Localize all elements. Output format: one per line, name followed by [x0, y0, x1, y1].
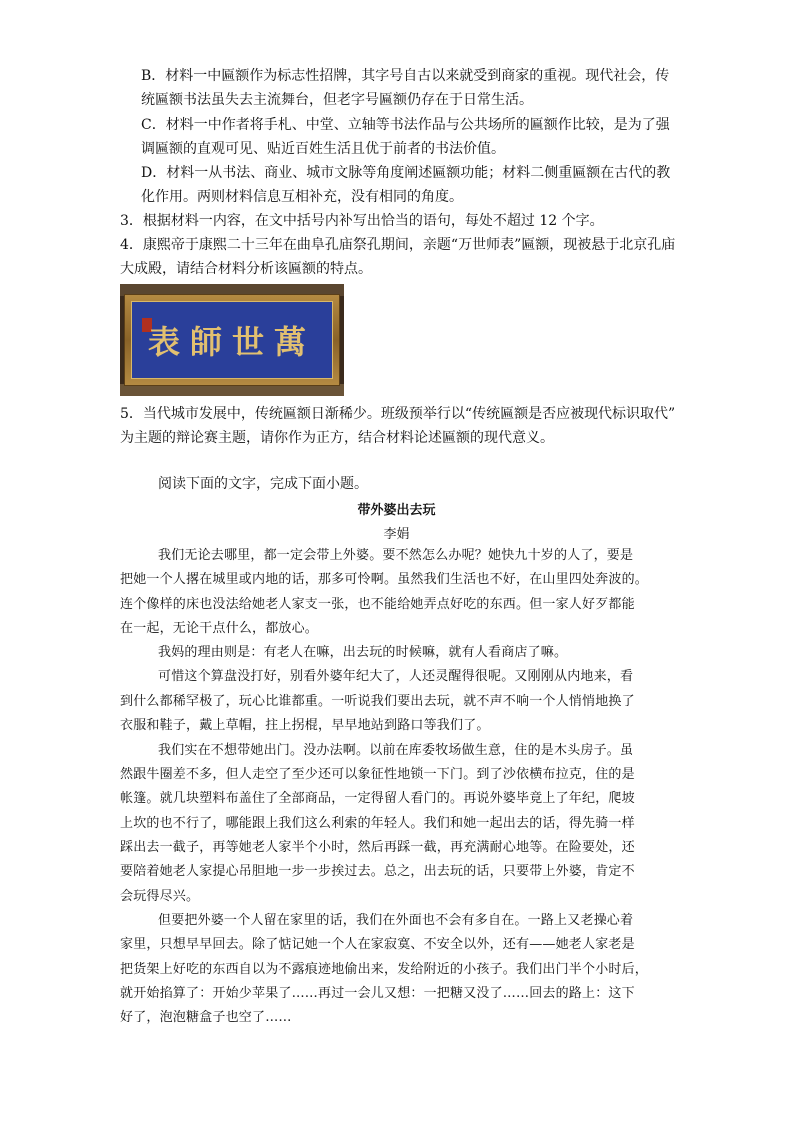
reading-instruction: 阅读下面的文字，完成下面小题。	[158, 476, 368, 492]
plaque-inscription: 表師世萬	[147, 323, 316, 361]
body-line: 我们无论去哪里，都一定会带上外婆。要不然怎么办呢？她快九十岁的人了，要是	[158, 548, 634, 563]
body-line: 会玩得尽兴。	[120, 889, 200, 904]
body-line: 衣服和鞋子，戴上草帽，拄上拐棍，早早地站到路口等我们了。	[120, 718, 490, 733]
body-line: 但要把外婆一个人留在家里的话，我们在外面也不会有多自在。一路上又老操心着	[158, 913, 634, 928]
question-3: 3．根据材料一内容，在文中括号内补写出恰当的语句，每处不超过 12 个字。	[120, 213, 604, 229]
body-line: 帐篷。就几块塑料布盖住了全部商品，一定得留人看门的。再说外婆毕竟上了年纪，爬坡	[120, 791, 635, 806]
body-line: 就开始掐算了：开始少苹果了……再过一会儿又想：一把糖又没了……回去的路上：这下	[120, 986, 635, 1001]
body-line: 把她一个人撂在城里或内地的话，那多可怜啊。虽然我们生活也不好，在山里四处奔波的。	[120, 572, 649, 587]
option-d-line-2: 化作用。两则材料信息互相补充，没有相同的角度。	[141, 189, 463, 205]
plaque-board	[131, 301, 333, 379]
article-title: 带外婆出去玩	[357, 503, 436, 518]
question-4-line-2: 大成殿，请结合材料分析该匾额的特点。	[120, 261, 372, 277]
body-line: 我们实在不想带她出门。没办法啊。以前在库委牧场做生意，住的是木头房子。虽	[158, 743, 634, 758]
body-line: 踩出去一截子，再等她老人家半个小时，然后再踩一截，再充满耐心地等。在险要处，还	[120, 840, 635, 855]
question-5-line-2: 为主题的辩论赛主题，请你作为正方，结合材料论述匾额的现代意义。	[120, 430, 554, 446]
plaque-frame	[124, 294, 340, 386]
article-author: 李娟	[383, 527, 410, 542]
plaque-image	[120, 284, 344, 396]
body-line: 上坎的也不行了，哪能跟上我们这么利索的年轻人。我们和她一起出去的话，得先骑一样	[120, 816, 635, 831]
body-line: 把货架上好吃的东西自以为不露痕迹地偷出来，发给附近的小孩子。我们出门半个小时后，	[120, 962, 649, 977]
body-line: 然跟牛圈差不多，但人走空了至少还可以象征性地锁一下门。到了沙依横布拉克，住的是	[120, 767, 635, 782]
body-line: 要陪着她老人家提心吊胆地一步一步挨过去。总之，出去玩的话，只要带上外婆，肯定不	[120, 864, 635, 879]
option-d-line-1: D．材料一从书法、商业、城市文脉等角度阐述匾额功能；材料二侧重匾额在古代的教	[141, 165, 671, 181]
question-5-line-1: 5．当代城市发展中，传统匾额日渐稀少。班级预举行以“传统匾额是否应被现代标识取代”	[120, 406, 676, 422]
body-line: 到什么都稀罕极了，玩心比谁都重。一听说我们要出去玩，就不声不响一个人悄悄地换了	[120, 694, 635, 709]
option-c-line-2: 调匾额的直观可见、贴近百姓生活且优于前者的书法价值。	[141, 141, 505, 157]
body-line: 好了，泡泡糖盒子也空了……	[120, 1010, 292, 1025]
option-b-line-2: 统匾额书法虽失去主流舞台，但老字号匾额仍存在于日常生活。	[141, 92, 533, 108]
body-line: 在一起，无论干点什么，都放心。	[120, 621, 319, 636]
body-line: 家里，只想早早回去。除了惦记她一个人在家寂寞、不安全以外，还有——她老人家老是	[120, 937, 635, 952]
body-line: 可惜这个算盘没打好，别看外婆年纪大了，人还灵醒得很呢。又刚刚从内地来，看	[158, 669, 634, 684]
option-c-line-1: C．材料一中作者将手札、中堂、立轴等书法作品与公共场所的匾额作比较，是为了强	[141, 117, 670, 133]
body-line: 连个像样的床也没法给她老人家支一张，也不能给她弄点好吃的东西。但一家人好歹都能	[120, 597, 635, 612]
question-4-line-1: 4．康熙帝于康熙二十三年在曲阜孔庙祭孔期间，亲题“万世师表”匾额，现被悬于北京孔庙	[120, 237, 676, 253]
body-line: 我妈的理由则是：有老人在嘛，出去玩的时候嘛，就有人看商店了嘛。	[158, 645, 568, 660]
option-b-line-1: B．材料一中匾额作为标志性招牌，其字号自古以来就受到商家的重视。现代社会，传	[141, 68, 670, 84]
